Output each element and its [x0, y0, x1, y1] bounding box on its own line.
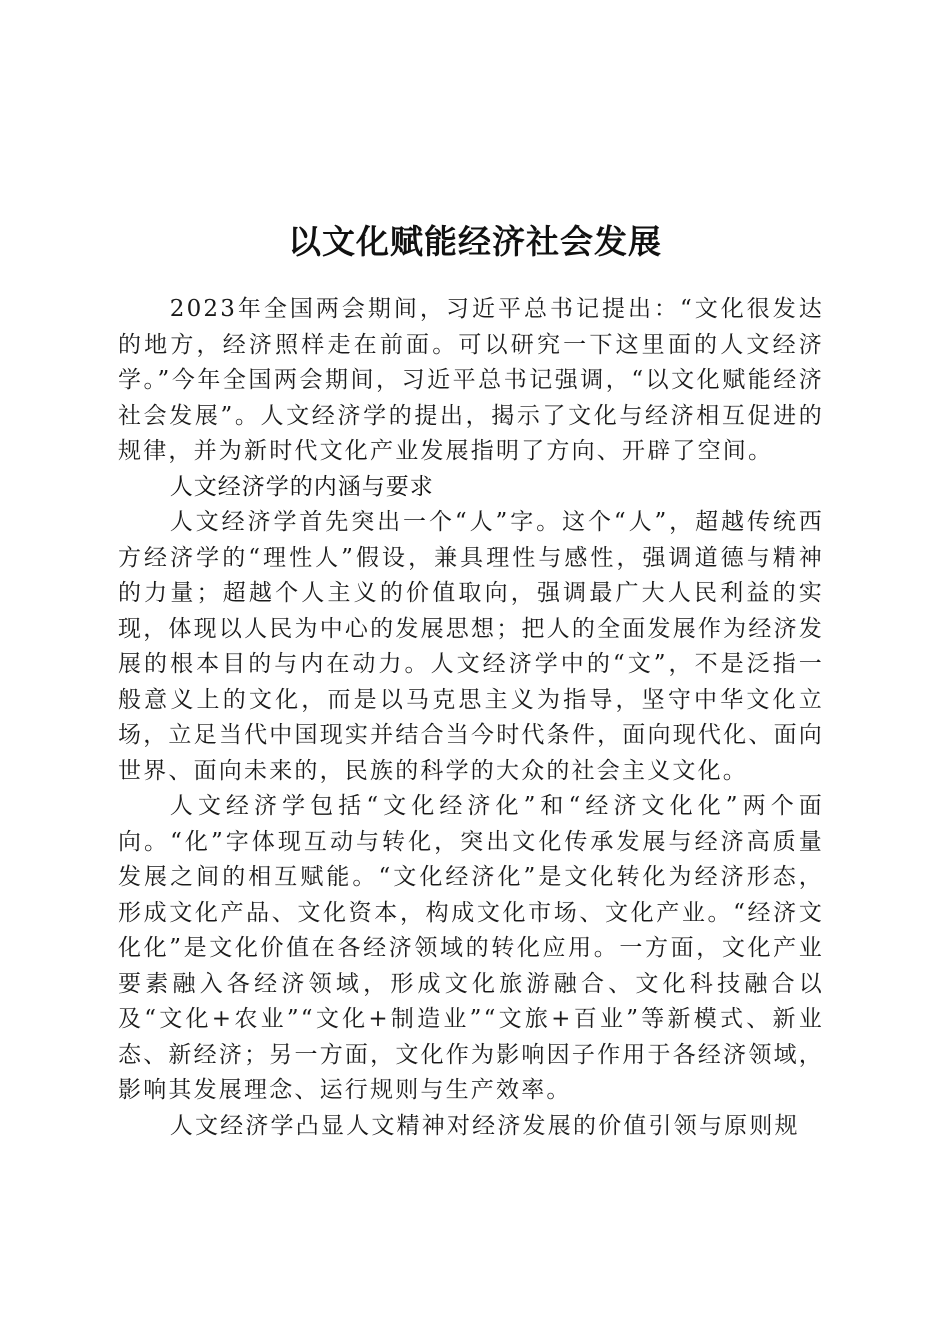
section-heading: 人文经济学的内涵与要求: [169, 473, 434, 500]
paragraph-hua: 人文经济学包括“文化经济化”和“经济文化化”两个面向。“化”字体现互动与转化，突出文化传承发展与经济高质量发展之间的相互赋能。“文化经济化”是文化转化为经济形态，形成文化产品、文化资本，构成文化市场、文化产业。“经济文化化”是文化价值在各经济领域的转化应用。一方面，文化产业要素融入各经济领域，形成文化旅游融合、文化科技融合以及“文化+农业”“文化+制造业”“文旅+百业”等新模式、新业态、新经济；另一方面，文化作为影响因子作用于各经济领域，影响其发展理念、运行规则与生产效率。: [118, 793, 824, 1103]
document-title: 以文化赋能经济社会发展: [288, 222, 662, 262]
paragraph-intro: 2023年全国两会期间，习近平总书记提出：“文化很发达的地方，经济照样走在前面。可以研究一下这里面的人文经济学。”今年全国两会期间，习近平总书记强调，“以文化赋能经济社会发展”。人文经济学的提出，揭示了文化与经济相互促进的规律，并为新时代文化产业发展指明了方向、开辟了空间。: [118, 296, 824, 464]
paragraph-values: 人文经济学凸显人文精神对经济发展的价值引领与原则规: [169, 1112, 800, 1139]
document-body: [118, 292, 824, 1144]
paragraph-ren: 人文经济学首先突出一个“人”字。这个“人”，超越传统西方经济学的“理性人”假设，兼具理性与感性，强调道德与精神的力量；超越个人主义的价值取向，强调最广大人民利益的实现，体现以人民为中心的发展思想；把人的全面发展作为经济发展的根本目的与内在动力。人文经济学中的“文”，不是泛指一般意义上的文化，而是以马克思主义为指导，坚守中华文化立场，立足当代中国现实并结合当今时代条件，面向现代化、面向世界、面向未来的，民族的科学的大众的社会主义文化。: [118, 509, 824, 784]
